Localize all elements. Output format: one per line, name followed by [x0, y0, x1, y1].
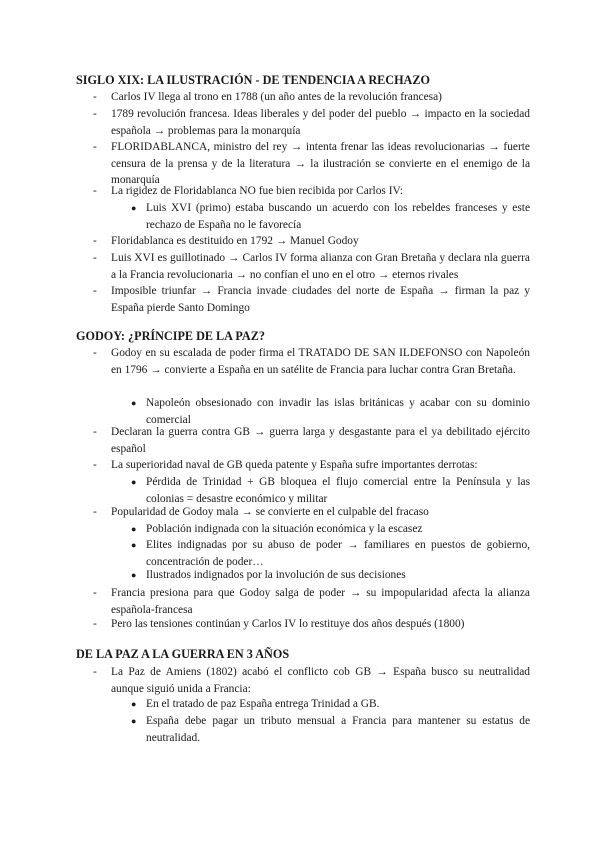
dash-marker: - — [93, 141, 97, 153]
dash-marker: - — [93, 506, 97, 518]
sub-list-item: Elites indignadas por su abuso de poder → familiares en puestos de gobierno, concentración de poder… — [146, 539, 530, 568]
sub-list-item: Luis XVI (primo) estaba buscando un acuerdo con los rebeldes franceses y este rechazo de España no le favorecía — [146, 202, 530, 231]
dash-marker: - — [93, 285, 97, 297]
section-heading-godoy: GODOY: ¿PRÍNCIPE DE LA PAZ? — [76, 329, 265, 343]
dash-marker: - — [93, 185, 97, 197]
bullet-marker: ● — [131, 540, 137, 550]
dash-marker: - — [93, 426, 97, 438]
list-item: Luis XVI es guillotinado → Carlos IV forma alianza con Gran Bretaña y declara nla guerra a la Francia revolucionaria → no confían el uno en el otro → eternos rivales — [111, 252, 530, 281]
dash-marker: - — [93, 91, 97, 103]
list-item: Floridablanca es destituido en 1792 → Manuel Godoy — [111, 235, 359, 247]
dash-marker: - — [93, 235, 97, 247]
list-item: La rigidez de Floridablanca NO fue bien recibida por Carlos IV: — [111, 185, 404, 197]
list-item: 1789 revolución francesa. Ideas liberales y del poder del pueblo → impacto en la sociedad española → problemas para la monarquía — [111, 108, 530, 137]
dash-marker: - — [93, 666, 97, 678]
bullet-marker: ● — [131, 524, 137, 534]
list-item: La Paz de Amiens (1802) acabó el conflicto cob GB → España busco su neutralidad aunque siguió unida a Francia: — [111, 666, 530, 695]
list-item: Francia presiona para que Godoy salga de poder → su impopularidad afecta la alianza española-francesa — [111, 587, 530, 616]
list-item: Declaran la guerra contra GB → guerra larga y desgastante para el ya debilitado ejército español — [111, 426, 530, 455]
sub-list-item: España debe pagar un tributo mensual a Francia para mantener su estatus de neutralidad. — [146, 715, 530, 744]
dash-marker: - — [93, 252, 97, 264]
dash-marker: - — [93, 108, 97, 120]
dash-marker: - — [93, 618, 97, 630]
list-item: Carlos IV llega al trono en 1788 (un año antes de la revolución francesa) — [111, 91, 442, 103]
sub-list-item: Población indignada con la situación económica y la escasez — [146, 523, 423, 535]
list-item: Pero las tensiones continúan y Carlos IV lo restituye dos años después (1800) — [111, 618, 465, 630]
dash-marker: - — [93, 587, 97, 599]
bullet-marker: ● — [131, 716, 137, 726]
bullet-marker: ● — [131, 398, 137, 408]
bullet-marker: ● — [131, 699, 137, 709]
sub-list-item: Ilustrados indignados por la involución de sus decisiones — [146, 569, 406, 581]
list-item: Popularidad de Godoy mala → se convierte en el culpable del fracaso — [111, 506, 429, 518]
section-heading-paz-guerra: DE LA PAZ A LA GUERRA EN 3 AÑOS — [76, 647, 290, 661]
list-item: Godoy en su escalada de poder firma el TRATADO DE SAN ILDEFONSO con Napoleón en 1796 → convierte a España en un satélite de Francia para luchar contra Gran Bretaña. — [111, 347, 530, 376]
list-item: La superioridad naval de GB queda patente y España sufre importantes derrotas: — [111, 459, 478, 471]
sub-list-item: Pérdida de Trinidad + GB bloquea el flujo comercial entre la Península y las colonias = desastre económico y militar — [146, 476, 530, 505]
dash-marker: - — [93, 459, 97, 471]
list-item: FLORIDABLANCA, ministro del rey → intenta frenar las ideas revolucionarias → fuerte censura de la prensa y de la literatura → la ilustración se convierte en el enemigo de la monarquía — [111, 141, 530, 187]
bullet-marker: ● — [131, 203, 137, 213]
section-heading-ilustracion: SIGLO XIX: LA ILUSTRACIÓN - DE TENDENCIA A RECHAZO — [76, 73, 430, 87]
sub-list-item: Napoleón obsesionado con invadir las islas británicas y acabar con su dominio comercial — [146, 397, 530, 426]
sub-list-item: En el tratado de paz España entrega Trinidad a GB. — [146, 698, 380, 710]
bullet-marker: ● — [131, 570, 137, 580]
bullet-marker: ● — [131, 477, 137, 487]
list-item: Imposible triunfar → Francia invade ciudades del norte de España → firman la paz y España pierde Santo Domingo — [111, 285, 530, 314]
dash-marker: - — [93, 347, 97, 359]
